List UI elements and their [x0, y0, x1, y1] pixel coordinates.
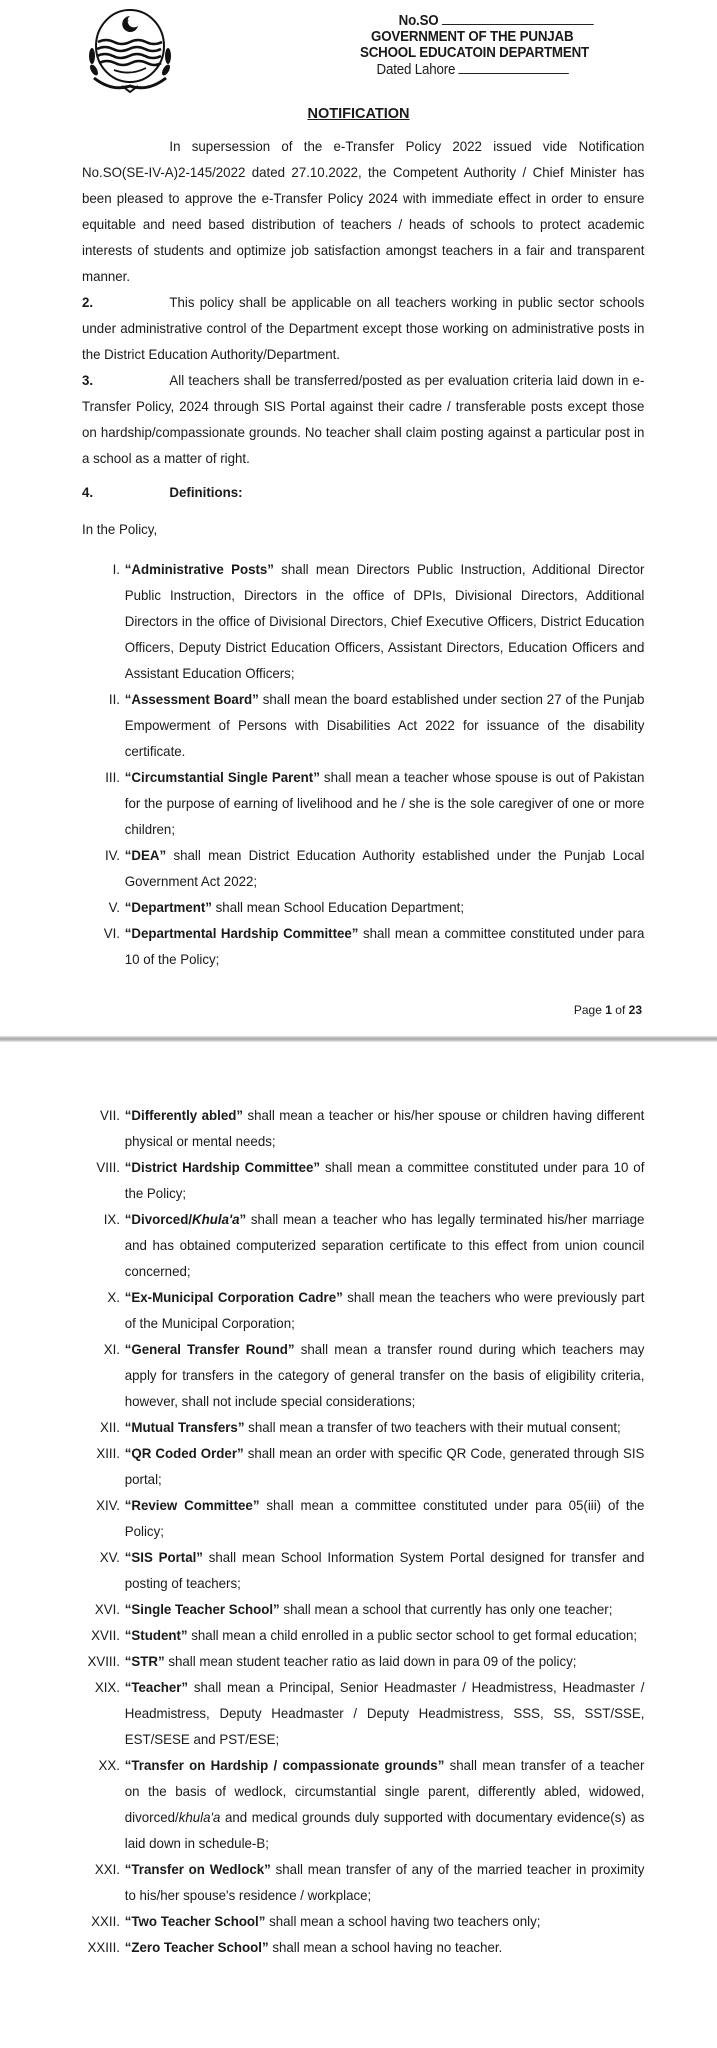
notification-title: NOTIFICATION	[307, 106, 410, 122]
letterhead	[360, 12, 636, 78]
definitions-intro: In the Policy,	[82, 521, 158, 537]
definition-item: VII. “Differently abled” shall mean a teacher or his/her spouse or children having different physical or mental needs;	[100, 1107, 645, 1149]
definition-item: XIX. “Teacher” shall mean a Principal, Senior Headmaster / Headmistress, Headmaster / Headmistress, Deputy Headmaster / Deputy Headmistress, SSS, SS, SST/SSE, EST/SESE and PST/ESE;	[94, 1679, 645, 1747]
definition-item: VIII. “District Hardship Committee” shall mean a committee constituted under para 10 of the Policy;	[96, 1159, 645, 1201]
definition-item: XXIII. “Zero Teacher School” shall mean a school having no teacher.	[87, 1939, 503, 1955]
section-4-heading: 4. Definitions:	[82, 484, 243, 500]
definition-item: XVIII. “STR” shall mean student teacher ratio as laid down in para 09 of the policy;	[87, 1653, 577, 1669]
government-of-punjab-emblem-icon	[84, 6, 176, 94]
definition-item: XIV. “Review Committee” shall mean a committee constituted under para 05(iii) of the Policy;	[96, 1497, 645, 1539]
definition-item: XI. “General Transfer Round” shall mean a transfer round during which teachers may apply for transfers in the category of general transfer on the basis of eligibility criteria, however, shall not include special considerations;	[103, 1341, 645, 1409]
definitions-list-page-1	[82, 556, 644, 972]
paragraph-3: 3. All teachers shall be transferred/posted as per evaluation criteria laid down in e-Transfer Policy, 2024 through SIS Portal against their cadre / transferable posts except those on hardship/compassionate grounds. No teacher shall claim posting against a particular post in a school as a matter of right.	[82, 372, 645, 466]
definition-item: III. “Circumstantial Single Parent” shall mean a teacher whose spouse is out of Pakistan for the purpose of earning of livelihood and he / she is the sole caregiver of one or more children;	[105, 769, 645, 837]
dated-label: Dated Lahore	[376, 62, 456, 78]
definition-item: IV. “DEA” shall mean District Education Authority established under the Punjab Local Government Act 2022;	[104, 847, 645, 889]
definition-item: IX. “Divorced/Khula'a” shall mean a teacher who has legally terminated his/her marriage and has obtained computerized separation certificate to this effect from union council concerned;	[103, 1211, 645, 1279]
date-blank	[459, 61, 569, 74]
definition-item: I. “Administrative Posts” shall mean Directors Public Instruction, Additional Director Public Instruction, Directors in the office of DPIs, Divisional Directors, Additional Directors in the office of Divisional Directors, Chief Executive Officers, District Education Officers, Deputy District Education Officers, Assistant Directors, Education Officers and Assistant Education Officers;	[112, 561, 645, 681]
government-name: GOVERNMENT OF THE PUNJAB	[371, 29, 574, 45]
definition-item: XV. “SIS Portal” shall mean School Information System Portal designed for transfer and posting of teachers;	[99, 1549, 645, 1591]
department-name: SCHOOL EDUCATOIN DEPARTMENT	[360, 45, 589, 61]
paragraph-1: In supersession of the e-Transfer Policy 2022 issued vide Notification No.SO(SE-IV-A)2-145/2022 dated 27.10.2022, the Competent Authority / Chief Minister has been pleased to approve the e-Transfer Policy 2024 with immediate effect in order to ensure equitable and need based distribution of teachers / heads of schools to protect academic interests of students and optimize job satisfaction amongst teachers in a fair and transparent manner.	[82, 138, 645, 284]
definition-item: XXI. “Transfer on Wedlock” shall mean transfer of any of the married teacher in proximity to his/her spouse's residence / workplace;	[94, 1861, 645, 1903]
definition-item: V. “Department” shall mean School Education Department;	[108, 899, 465, 915]
definition-item: VI. “Departmental Hardship Committee” shall mean a committee constituted under para 10 of the Policy;	[103, 925, 645, 967]
definition-item: XIII. “QR Coded Order” shall mean an order with specific QR Code, generated through SIS portal;	[96, 1445, 645, 1487]
definition-item: X. “Ex-Municipal Corporation Cadre” shall mean the teachers who were previously part of the Municipal Corporation;	[107, 1289, 645, 1331]
definition-item: II. “Assessment Board” shall mean the board established under section 27 of the Punjab Empowerment of Persons with Disabilities Act 2022 for issuance of the disability certificate.	[108, 691, 645, 759]
definitions-list-page-2	[82, 1102, 644, 1960]
file-number-blank	[442, 12, 594, 25]
definition-item: XVII. “Student” shall mean a child enrolled in a public sector school to get formal education;	[91, 1627, 638, 1643]
document-page-2	[0, 1042, 717, 2048]
definition-item: XX. “Transfer on Hardship / compassionate grounds” shall mean transfer of a teacher on the basis of wedlock, circumstantial single parent, differently abled, widowed, divorced/khula'a and medical grounds duly supported with documentary evidence(s) as laid down in schedule-B;	[98, 1757, 645, 1851]
definition-item: XII. “Mutual Transfers” shall mean a transfer of two teachers with their mutual consent;	[100, 1419, 621, 1435]
page-number: Page 1 of 23	[573, 1003, 642, 1017]
definition-item: XVI. “Single Teacher School” shall mean a school that currently has only one teacher;	[94, 1601, 613, 1617]
paragraph-2: 2. This policy shall be applicable on all teachers working in public sector schools under administrative control of the Department except those working on administrative posts in the District Education Authority/Department.	[82, 294, 645, 362]
definition-item: XXII. “Two Teacher School” shall mean a school having two teachers only;	[91, 1913, 541, 1929]
file-number-label: No.SO	[398, 13, 439, 29]
